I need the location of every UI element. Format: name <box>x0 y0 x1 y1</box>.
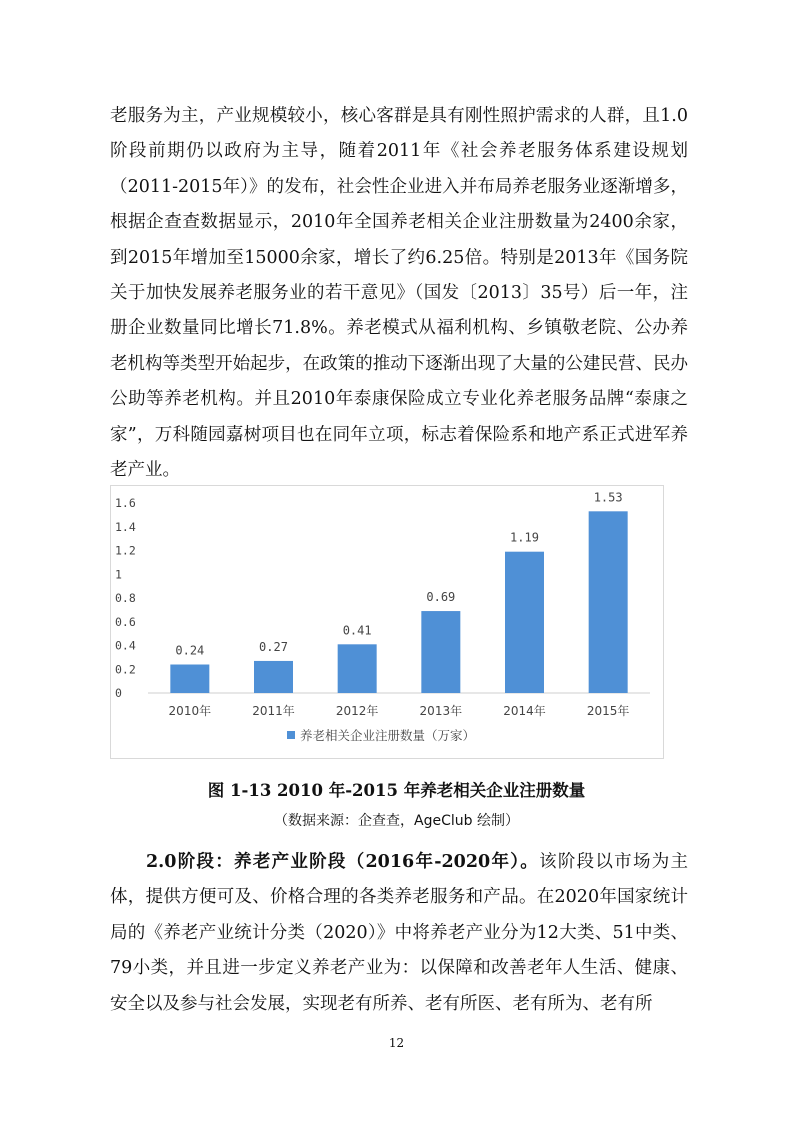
bar-2013年 <box>421 611 460 693</box>
bar-2011年 <box>254 661 293 693</box>
bar-chart <box>110 485 664 759</box>
bar-2014年 <box>505 552 544 693</box>
legend-swatch <box>287 731 295 739</box>
x-tick-label: 2012年 <box>335 704 379 718</box>
data-label: 1.19 <box>510 530 539 545</box>
y-tick-label: 1.2 <box>115 543 136 558</box>
bar-2010年 <box>170 665 209 694</box>
y-tick-label: 0.6 <box>115 614 136 629</box>
bar-chart-svg <box>111 486 663 758</box>
y-tick-label: 0.8 <box>115 591 136 605</box>
x-tick-label: 2014年 <box>503 704 546 718</box>
bar-2015年 <box>589 511 628 693</box>
data-label: 0.27 <box>259 639 288 654</box>
paragraph-2-body: 该阶段以市场为主体，提供方便可及、价格合理的各类养老服务和产品。在2020年国家统计局的《养老产业统计分类（2020）》中将养老产业分为12大类、51中类、79小类，并且进一步定义养老产业为：以保障和改善老年人生活、健康、安全以及参与社会发展，实现老有所养、老有所医、老有所为、老有所 <box>110 852 688 1014</box>
body-paragraph-2 <box>110 845 688 1022</box>
y-tick-label: 1.6 <box>115 496 136 510</box>
page-number: 12 <box>388 1036 405 1050</box>
x-tick-label: 2015年 <box>586 704 630 718</box>
y-tick-label: 0.2 <box>115 662 136 677</box>
y-tick-label: 0.4 <box>115 638 136 653</box>
y-tick-label: 1 <box>115 567 122 582</box>
data-label: 0.41 <box>342 623 372 638</box>
paragraph-2-lead: 2.0阶段：养老产业阶段（2016年-2020年）。 <box>146 852 540 872</box>
data-label: 1.53 <box>593 490 623 505</box>
data-label: 0.24 <box>175 643 205 658</box>
body-paragraph-1: 老服务为主，产业规模较小，核心客群是具有刚性照护需求的人群，且1.0阶段前期仍以政府为主导，随着2011年《社会养老服务体系建设规划（2011-2015年）》的发布，社会性企业进入并布局养老服务业逐渐增多，根据企查查数据显示，2010年全国养老相关企业注册数量为2400余家，到2015年增加至15000余家，增长了约6.25倍。特别是2013年《国务院关于加快发展养老服务业的若干意见》（国发〔2013〕35号）后一年，注册企业数量同比增长71.8%。养老模式从福利机构、乡镇敬老院、公办养老机构等类型开始起步，在政策的推动下逐渐出现了大量的公建民营、民办公助等养老机构。并且2010年泰康保险成立专业化养老服务品牌“泰康之家”，万科随园嘉树项目也在同年立项，标志着保险系和地产系正式进军养老产业。 <box>110 106 688 481</box>
x-tick-label: 2011年 <box>252 704 295 718</box>
x-tick-label: 2010年 <box>168 704 212 718</box>
legend-label: 养老相关企业注册数量（万家） <box>300 728 476 743</box>
y-tick-label: 0 <box>115 686 122 700</box>
data-label: 0.69 <box>426 590 456 605</box>
figure-source: （数据来源：企查查，AgeClub 绘制） <box>274 813 519 829</box>
figure-title: 图 1-13 2010 年-2015 年养老相关企业注册数量 <box>207 781 586 800</box>
bar-2012年 <box>338 644 377 693</box>
x-tick-label: 2013年 <box>419 704 463 718</box>
y-tick-label: 1.4 <box>115 519 136 534</box>
